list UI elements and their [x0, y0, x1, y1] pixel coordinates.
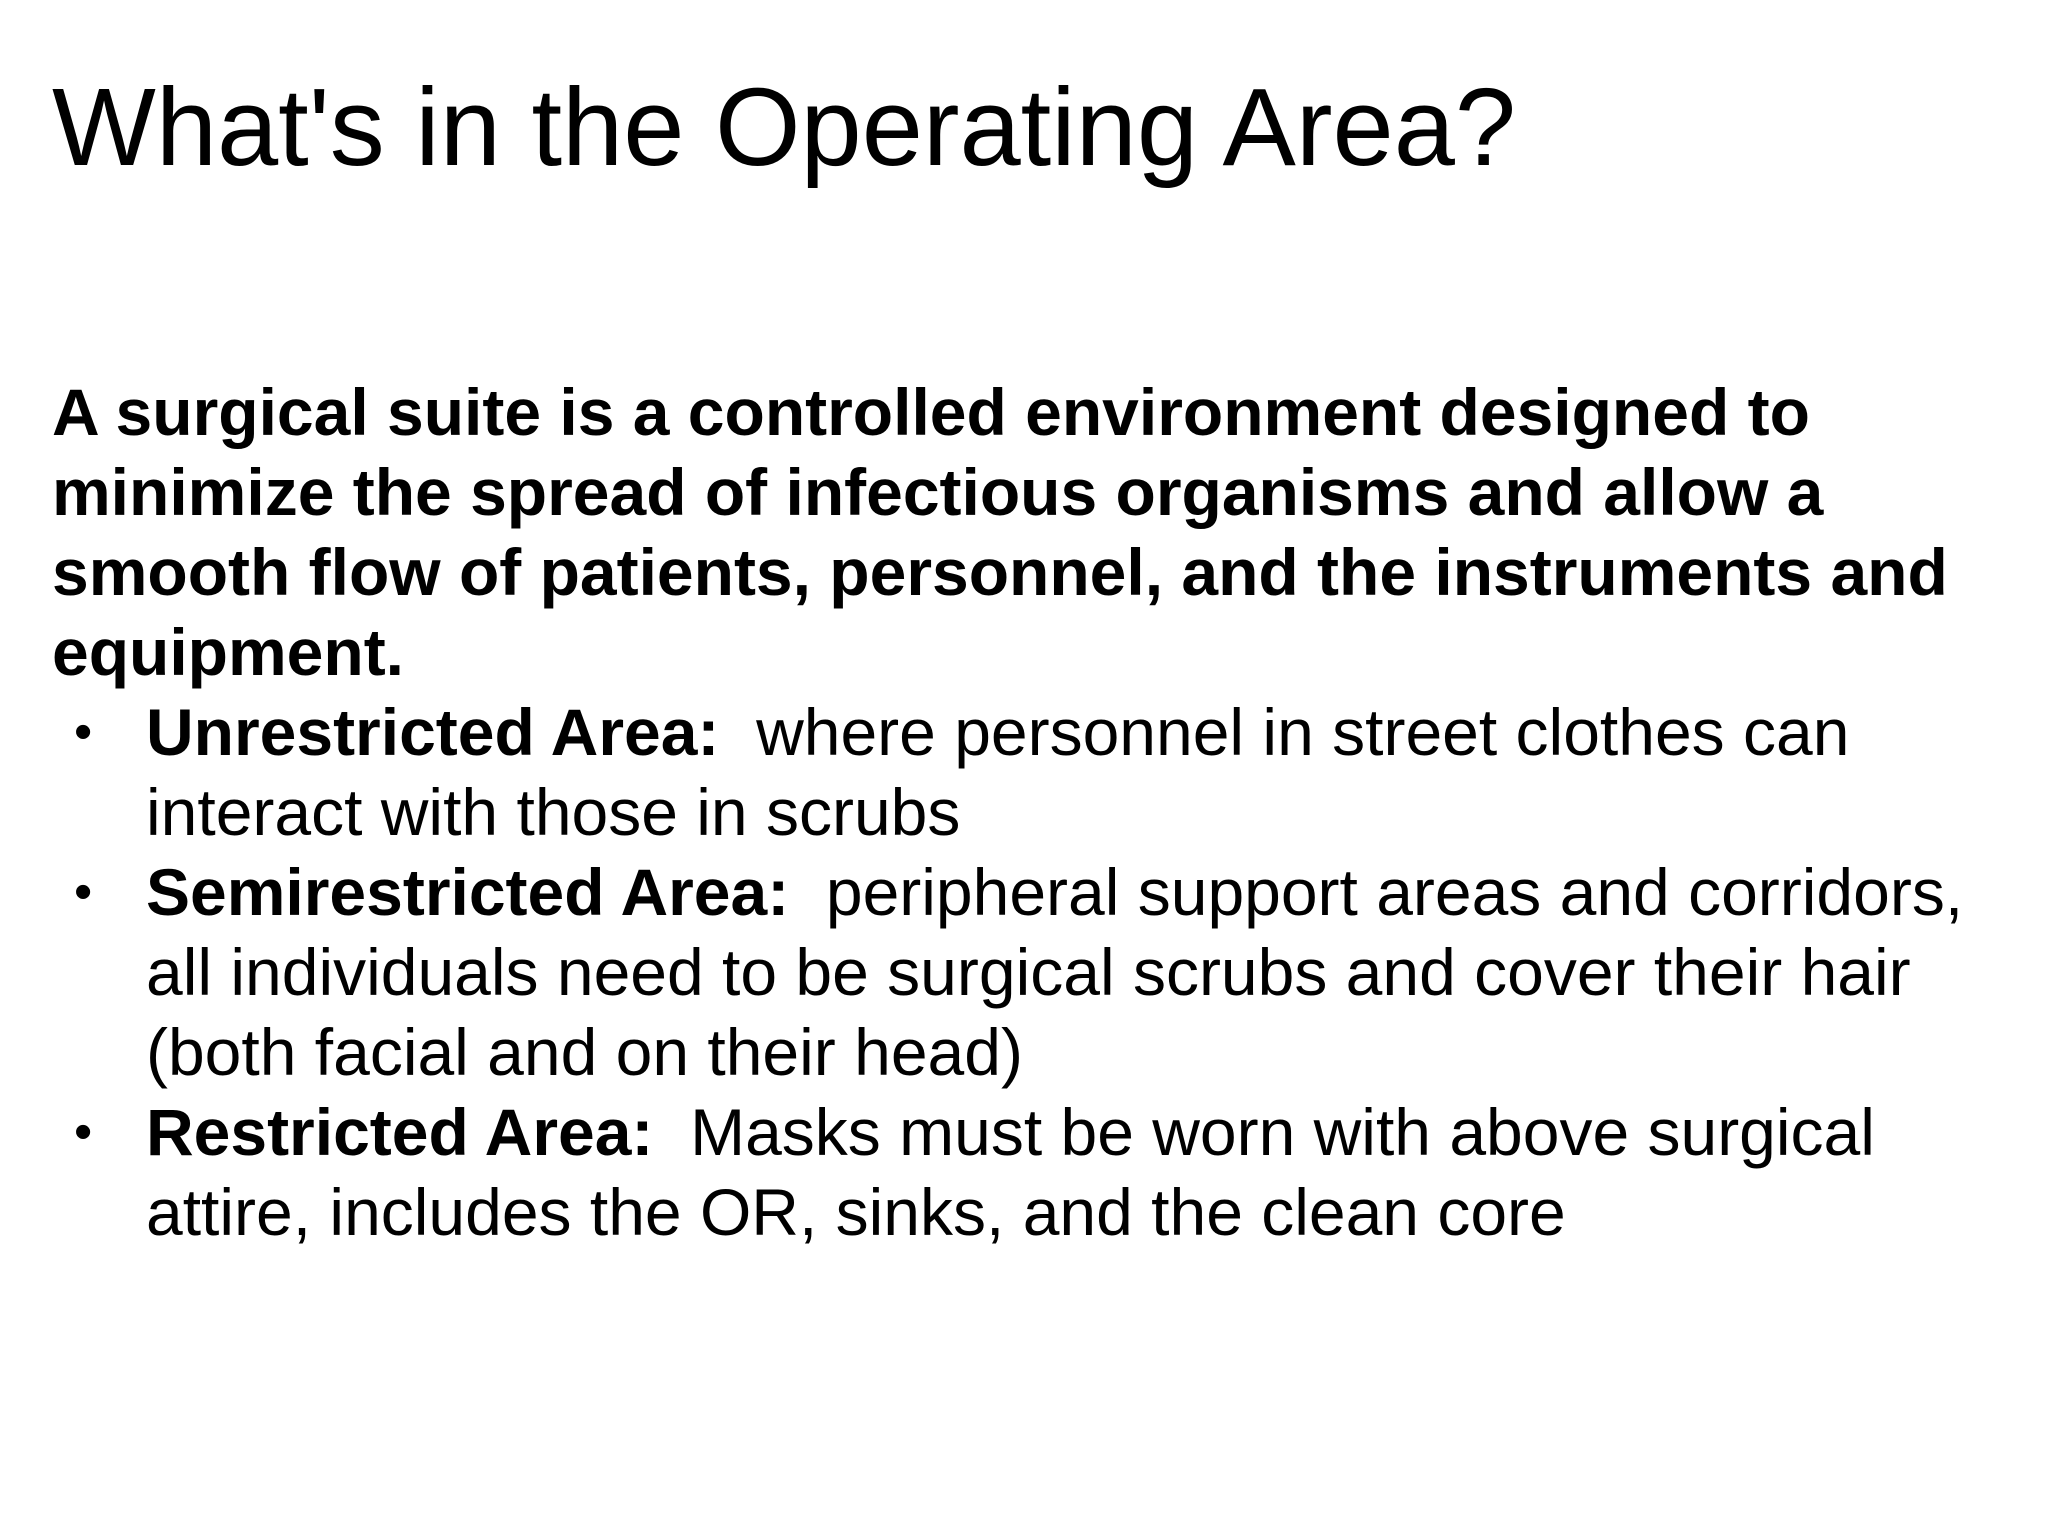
- list-item-restricted-area: [52, 1092, 2012, 1252]
- bullet-term: Semirestricted Area:: [146, 855, 790, 929]
- bullet-text: Masks must be worn with above surgical attire, includes the OR, sinks, and the clean core: [146, 1095, 1875, 1249]
- bullet-text: peripheral support areas and corridors, all individuals need to be surgical scrubs and cover their hair (both facial and on their head): [146, 855, 1964, 1089]
- slide-body: [52, 372, 2012, 1252]
- list-item-semirestricted-area: [52, 852, 2012, 1092]
- area-list: [52, 692, 2012, 1252]
- bullet-term: Restricted Area:: [146, 1095, 654, 1169]
- bullet-icon: •: [74, 703, 93, 761]
- slide-title: What's in the Operating Area?: [52, 66, 1517, 189]
- bullet-text: where personnel in street clothes can interact with those in scrubs: [146, 695, 1850, 849]
- bullet-icon: •: [74, 863, 93, 921]
- bullet-icon: •: [74, 1103, 93, 1161]
- list-item-unrestricted-area: [52, 692, 2012, 852]
- intro-paragraph: A surgical suite is a controlled environment designed to minimize the spread of infectious organisms and allow a smooth flow of patients, personnel, and the instruments and equipment.: [52, 375, 1948, 689]
- bullet-term: Unrestricted Area:: [146, 695, 720, 769]
